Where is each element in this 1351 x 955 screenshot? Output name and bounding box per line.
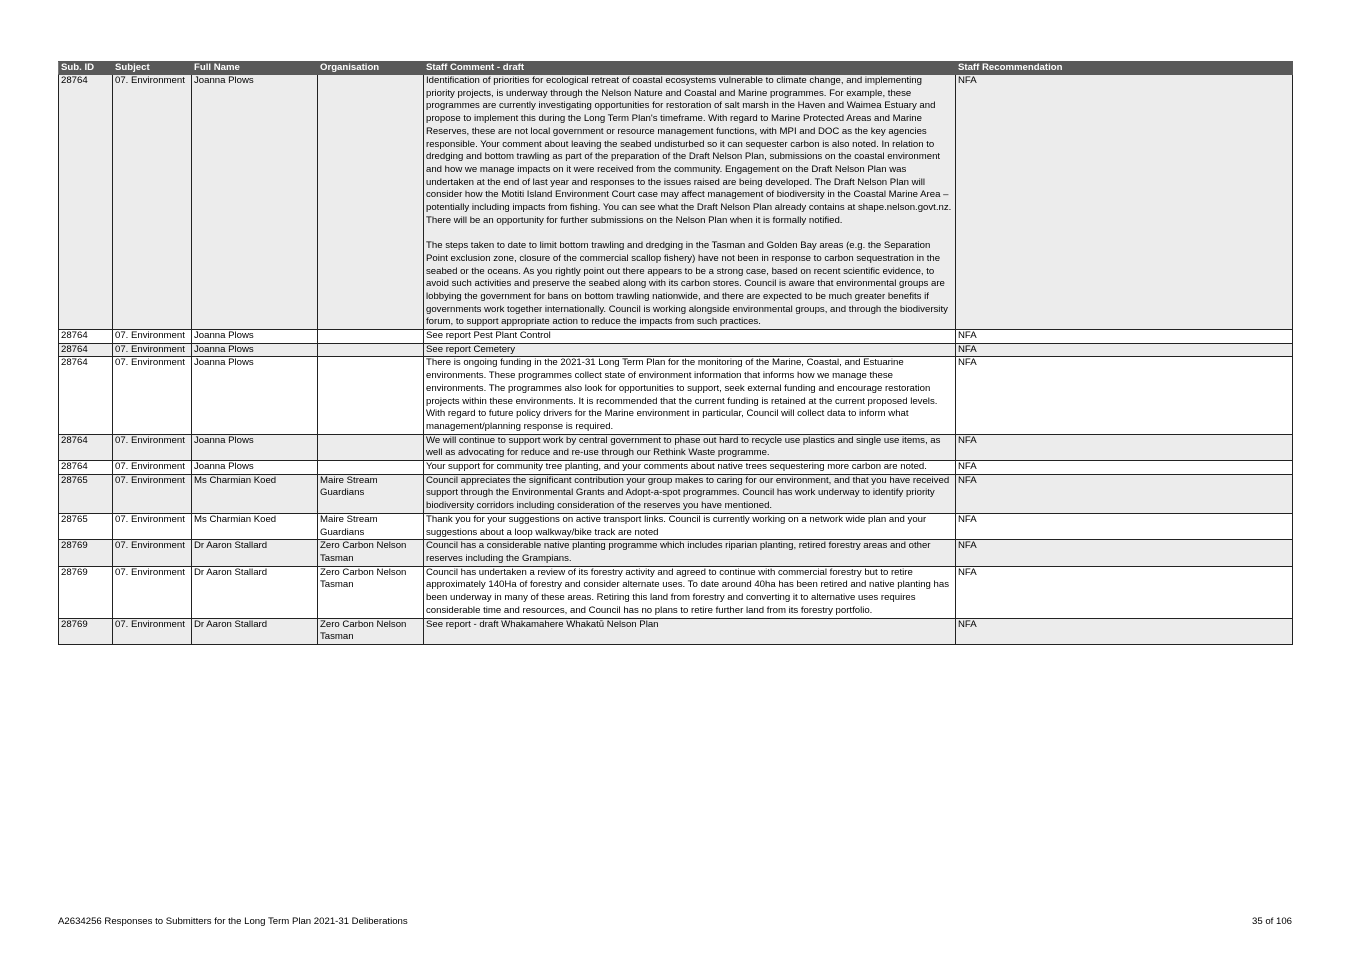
cell-organisation: Zero Carbon Nelson Tasman (318, 566, 424, 618)
cell-subject: 07. Environment (113, 434, 192, 460)
responses-table (58, 61, 1293, 645)
cell-staff-recommendation: NFA (956, 461, 1293, 475)
comment-paragraph: Thank you for your suggestions on active transport links. Council is currently working on a network wide plan and your suggestions about a loop walkway/bike track are noted (426, 513, 927, 538)
cell-staff-comment (424, 330, 956, 344)
table-row (59, 461, 1293, 475)
cell-sub-id: 28764 (59, 330, 113, 344)
header-sub-id: Sub. ID (59, 62, 113, 75)
cell-sub-id: 28769 (59, 540, 113, 566)
cell-organisation (318, 461, 424, 475)
comment-paragraph: Identification of priorities for ecological retreat of coastal ecosystems vulnerable to climate change, and implementing priority projects, is underway through the Nelson Nature and Coastal and Marine programmes. For example, these programmes are currently investigating opportunities for restoration of salt marsh in the Haven and Waimea Estuary and propose to implement this during the Long Term Plan's timeframe. With regard to Marine Protected Areas and Marine Reserves, these are not local government or resource management functions, with MPI and DOC as the key agencies responsible. Your comment about leaving the seabed undisturbed so it can sequester carbon is also noted. In relation to dredging and bottom trawling as part of the preparation of the Draft Nelson Plan, submissions on the coastal environment and how we manage impacts on it were received from the community. Engagement on the Draft Nelson Plan was undertaken at the end of last year and responses to the issues raised are being developed. The Draft Nelson Plan will consider how the Motiti Island Environment Court case may affect management of biodiversity in the Coastal Marine Area – potentially including impacts from fishing. You can see what the Draft Nelson Plan already contains at shape.nelson.govt.nz. There will be an opportunity for further submissions on the Nelson Plan when it is formally notified. (426, 75, 952, 226)
header-organisation: Organisation (318, 62, 424, 75)
cell-sub-id: 28764 (59, 357, 113, 434)
cell-organisation: Zero Carbon Nelson Tasman (318, 618, 424, 644)
cell-subject: 07. Environment (113, 474, 192, 513)
cell-organisation: Zero Carbon Nelson Tasman (318, 540, 424, 566)
cell-staff-comment (424, 434, 956, 460)
footer-page-number: 35 of 106 (1251, 916, 1292, 927)
table-row (59, 618, 1293, 644)
cell-sub-id: 28764 (59, 343, 113, 357)
comment-paragraph: The steps taken to date to limit bottom trawling and dredging in the Tasman and Golden Bay areas (e.g. the Separation Point exclusion zone, closure of the commercial scallop fishery) have not been in response to carbon sequestration in the seabed or the oceans. As you rightly point out there appears to be a strong case, based on recent scientific evidence, to avoid such activities and preserve the seabed along with its carbon stores. Council is aware that environmental groups are lobbying the government for bans on bottom trawling nationwide, and there are expected to be much greater benefits if governments work together internationally. Council is working alongside environmental groups, and through the biodiversity forum, to support appropriate action to reduce the impacts from such practices. (426, 240, 948, 328)
cell-full-name: Joanna Plows (192, 461, 318, 475)
cell-staff-comment (424, 75, 956, 330)
cell-staff-comment (424, 618, 956, 644)
cell-organisation (318, 75, 424, 330)
cell-sub-id: 28765 (59, 474, 113, 513)
comment-paragraph: We will continue to support work by central government to phase out hard to recycle use plastics and single use items, as well as advocating for reduce and re-use through our Rethink Waste programme. (426, 434, 941, 459)
cell-staff-recommendation: NFA (956, 474, 1293, 513)
cell-staff-recommendation: NFA (956, 330, 1293, 344)
table-row (59, 75, 1293, 330)
cell-subject: 07. Environment (113, 330, 192, 344)
cell-full-name: Joanna Plows (192, 343, 318, 357)
cell-subject: 07. Environment (113, 513, 192, 539)
cell-subject: 07. Environment (113, 461, 192, 475)
table-row (59, 513, 1293, 539)
cell-staff-comment (424, 513, 956, 539)
cell-organisation (318, 357, 424, 434)
cell-organisation (318, 434, 424, 460)
cell-full-name: Joanna Plows (192, 434, 318, 460)
cell-staff-recommendation: NFA (956, 75, 1293, 330)
cell-staff-comment (424, 343, 956, 357)
cell-full-name: Dr Aaron Stallard (192, 566, 318, 618)
comment-paragraph: See report Pest Plant Control (426, 330, 551, 342)
cell-staff-recommendation: NFA (956, 566, 1293, 618)
header-subject: Subject (113, 62, 192, 75)
header-full-name: Full Name (192, 62, 318, 75)
cell-subject: 07. Environment (113, 343, 192, 357)
table-row (59, 357, 1293, 434)
cell-staff-comment (424, 566, 956, 618)
cell-subject: 07. Environment (113, 618, 192, 644)
cell-full-name: Joanna Plows (192, 357, 318, 434)
cell-sub-id: 28769 (59, 618, 113, 644)
cell-staff-comment (424, 357, 956, 434)
comment-paragraph: Council has a considerable native planting programme which includes riparian planting, retired forestry areas and other reserves including the Grampians. (426, 540, 931, 564)
comment-paragraph: There is ongoing funding in the 2021-31 Long Term Plan for the monitoring of the Marine, Coastal, and Estuarine environments. These programmes collect state of environment information that informs how we manage these environments. The programmes also look for opportunities to support, seek external funding and encourage restoration projects within these environments. It is recommended that the current funding is retained at the current proposed levels. With regard to future policy drivers for the Marine environment in particular, Council will collect data to inform what management/planning response is required. (426, 357, 938, 432)
cell-subject: 07. Environment (113, 540, 192, 566)
cell-staff-recommendation: NFA (956, 357, 1293, 434)
cell-full-name: Ms Charmian Koed (192, 474, 318, 513)
cell-organisation: Maire Stream Guardians (318, 474, 424, 513)
cell-full-name: Joanna Plows (192, 75, 318, 330)
cell-staff-comment (424, 474, 956, 513)
cell-sub-id: 28765 (59, 513, 113, 539)
cell-organisation (318, 330, 424, 344)
cell-subject: 07. Environment (113, 357, 192, 434)
cell-organisation: Maire Stream Guardians (318, 513, 424, 539)
table-row (59, 434, 1293, 460)
table-row (59, 330, 1293, 344)
cell-full-name: Dr Aaron Stallard (192, 540, 318, 566)
cell-full-name: Joanna Plows (192, 330, 318, 344)
cell-staff-comment (424, 461, 956, 475)
cell-staff-recommendation: NFA (956, 618, 1293, 644)
cell-sub-id: 28769 (59, 566, 113, 618)
comment-paragraph: Council has undertaken a review of its forestry activity and agreed to continue with commercial forestry but to retire approximately 140Ha of forestry and consider alternate uses. To date around 40ha has been retired and native planting has been underway in many of these areas. Retiring this land from forestry and converting it to alternative uses requires considerable time and resources, and Council has no plans to retire further land from its forestry portfolio. (426, 566, 950, 616)
comment-paragraph: See report Cemetery (426, 343, 516, 355)
table-body (59, 75, 1293, 645)
header-staff-recommendation: Staff Recommendation (956, 62, 1293, 75)
cell-staff-recommendation: NFA (956, 513, 1293, 539)
cell-full-name: Ms Charmian Koed (192, 513, 318, 539)
header-staff-comment: Staff Comment - draft (424, 62, 956, 75)
table-header-row (59, 62, 1293, 75)
cell-staff-comment (424, 540, 956, 566)
cell-subject: 07. Environment (113, 566, 192, 618)
cell-organisation (318, 343, 424, 357)
cell-sub-id: 28764 (59, 461, 113, 475)
cell-sub-id: 28764 (59, 434, 113, 460)
cell-staff-recommendation: NFA (956, 540, 1293, 566)
table-row (59, 474, 1293, 513)
table-row (59, 540, 1293, 566)
table-row (59, 343, 1293, 357)
comment-paragraph: Your support for community tree planting, and your comments about native trees sequestering more carbon are noted. (426, 461, 927, 473)
footer-document-title: A2634256 Responses to Submitters for the Long Term Plan 2021-31 Deliberations (58, 916, 408, 927)
cell-staff-recommendation: NFA (956, 343, 1293, 357)
cell-full-name: Dr Aaron Stallard (192, 618, 318, 644)
comment-paragraph: See report - draft Whakamahere Whakatū Nelson Plan (426, 618, 659, 630)
table-row (59, 566, 1293, 618)
cell-sub-id: 28764 (59, 75, 113, 330)
cell-staff-recommendation: NFA (956, 434, 1293, 460)
comment-paragraph: Council appreciates the significant contribution your group makes to caring for our environment, and that you have received support through the Environmental Grants and Adopt-a-spot programmes. Council has work underway to identify priority biodiversity corridors including consideration of the reserves you have mentioned. (426, 474, 950, 512)
cell-subject: 07. Environment (113, 75, 192, 330)
